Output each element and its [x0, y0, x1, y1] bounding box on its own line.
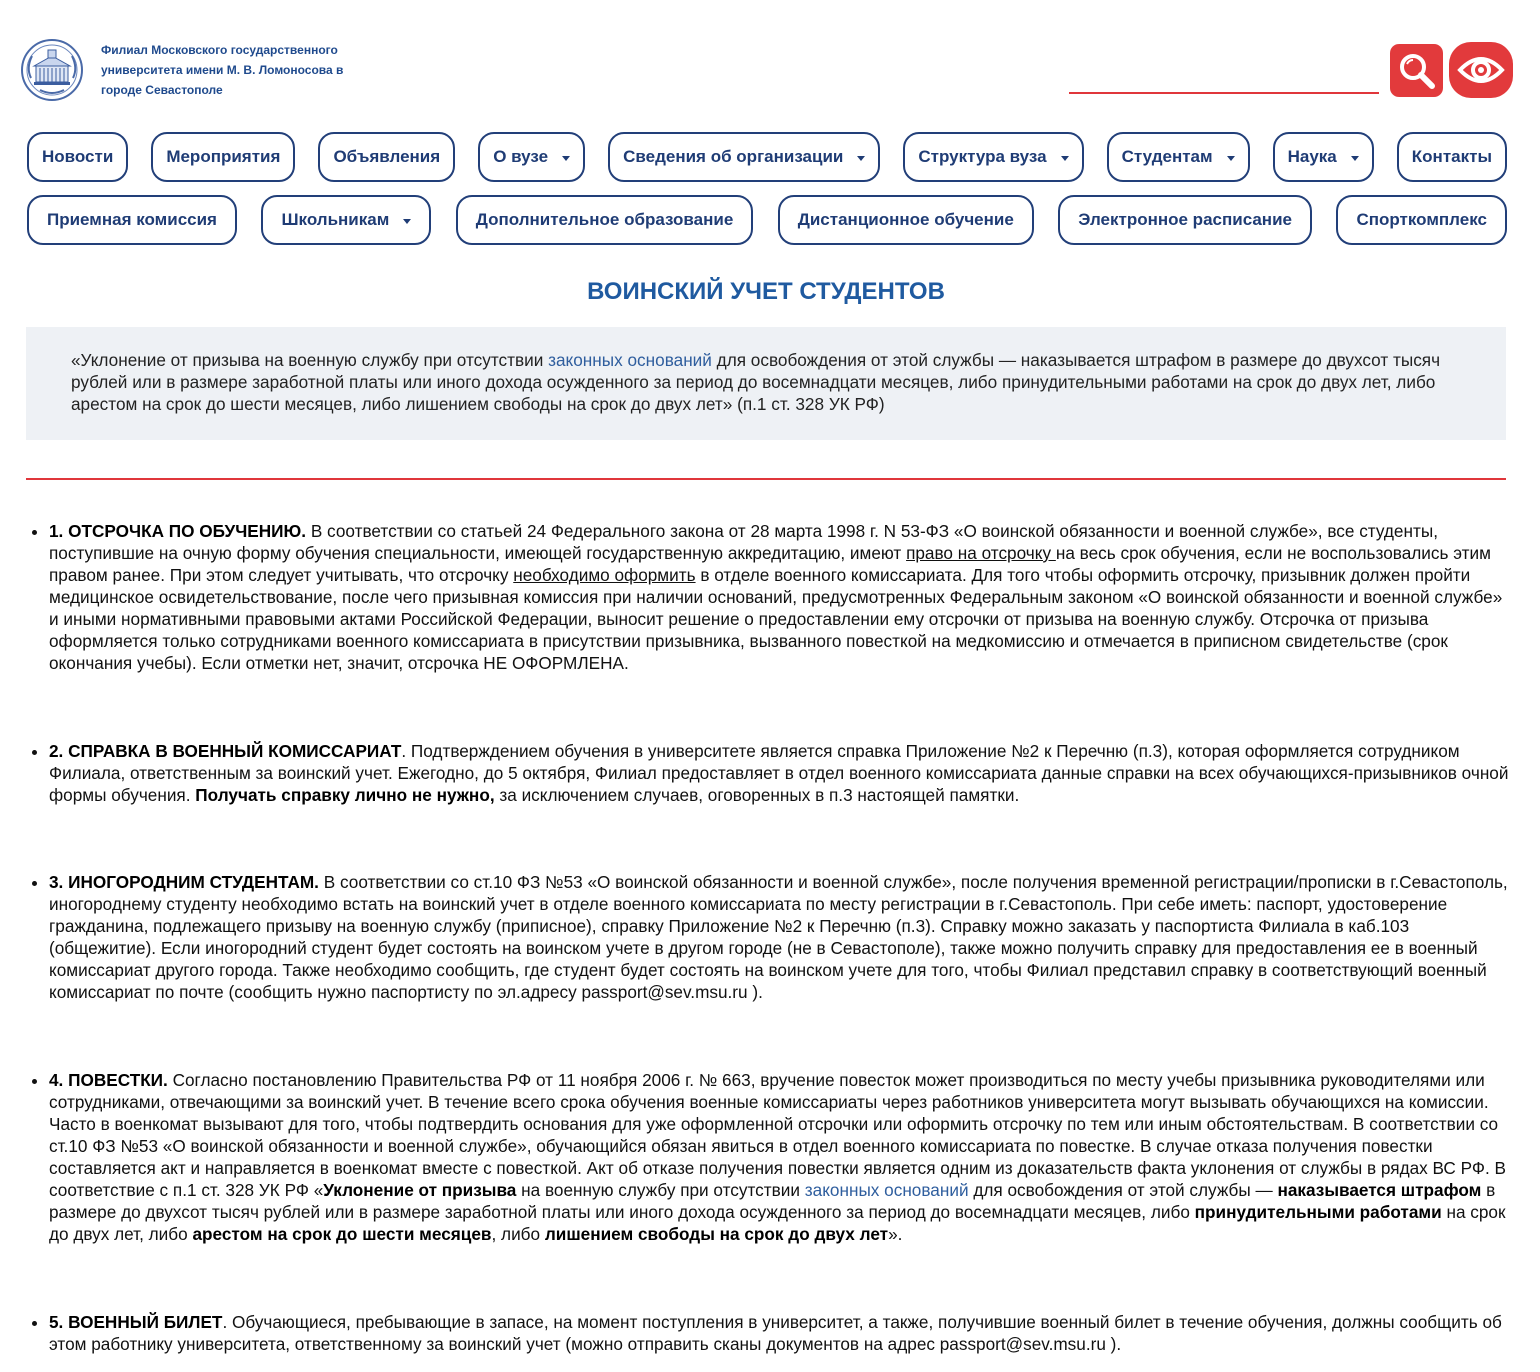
- page-title: ВОИНСКИЙ УЧЕТ СТУДЕНТОВ: [587, 278, 945, 305]
- main-nav-row-1: [27, 132, 1507, 182]
- nav-item-contacts[interactable]: [1397, 132, 1507, 182]
- nav-item-announcements[interactable]: [318, 132, 455, 182]
- nav-item-label: Студентам: [1121, 147, 1213, 166]
- caret-down-icon: [1227, 156, 1235, 161]
- search-button[interactable]: [1390, 44, 1443, 97]
- nav-item-structure[interactable]: [903, 132, 1083, 182]
- list-item: [49, 871, 1511, 1003]
- nav-item-label: Электронное расписание: [1078, 210, 1292, 229]
- red-divider: [26, 478, 1506, 480]
- search-icon: [1395, 49, 1439, 93]
- item-bold-text: наказывается штрафом: [1277, 1180, 1482, 1200]
- nav-item-label: Сведения об организации: [623, 147, 844, 166]
- nav-item-students[interactable]: [1107, 132, 1250, 182]
- item-text: . Подтверждением обучения в университете является справка Приложение №2 к Перечню (п.3), которая оформляется сотрудником Филиала, ответственным за воинский учет. Ежегодно, до 5 октября, Филиал предоставляет в отдел военного комиссариата данные справки на всех обучающихся-призывников очной формы обучения.: [49, 741, 1509, 805]
- caret-down-icon: [1351, 156, 1359, 161]
- main-nav-row-2: [27, 195, 1507, 245]
- accessibility-eye-button[interactable]: [1449, 42, 1513, 98]
- nav-item-admissions[interactable]: [27, 195, 237, 245]
- item-bold-text: Получать справку лично не нужно,: [195, 785, 495, 805]
- item-text: на весь срок обучения, если не воспользовались этим правом ранее. При этом следует учитывать, что отсрочку: [49, 543, 1491, 585]
- nav-item-events[interactable]: [151, 132, 295, 182]
- caret-down-icon: [857, 156, 865, 161]
- caret-down-icon: [562, 156, 570, 161]
- item-title: 1. ОТСРОЧКА ПО ОБУЧЕНИЮ.: [49, 521, 307, 541]
- caret-down-icon: [403, 219, 411, 224]
- item-text: для освобождения от этой службы —: [968, 1180, 1278, 1200]
- list-item: [49, 1069, 1511, 1245]
- item-bold-text: арестом на срок до шести месяцев: [192, 1224, 492, 1244]
- item-text: Согласно постановлению Правительства РФ от 11 ноября 2006 г. № 663, вручение повесток может производиться по месту учебы призывника руководителями или сотрудниками, отвечающими за воинский учет. В течение всего срока обучения военные комиссариаты через работников университета могут вызывать обучающихся на комиссии. Часто в военкомат вызывают для того, чтобы подтвердить основания для уже оформленной отсрочки или оформить отсрочку по тем или иным обстоятельствам. В соответствии со ст.10 ФЗ №53 «О воинской обязанности и военной службе», обучающийся обязан явиться в отдел военного комиссариата по повестке. В случае отказа получения повестки составляется акт и направляется в военкомат вместе с повесткой. Акт об отказе получения повестки является одним из доказательств факта уклонения от службы в рядах ВС РФ. В соответствие с п.1 ст. 328 УК РФ «: [49, 1070, 1506, 1200]
- university-emblem-icon[interactable]: [20, 38, 84, 102]
- org-name-line: Филиал Московского государственного: [101, 43, 338, 57]
- item-bold-text: Уклонение от призыва: [323, 1180, 517, 1200]
- nav-item-label: Новости: [42, 147, 114, 166]
- item-bold-text: принудительными работами: [1194, 1202, 1442, 1222]
- nav-item-distance-learning[interactable]: [778, 195, 1034, 245]
- legal-grounds-link[interactable]: законных оснований: [804, 1180, 969, 1200]
- list-item: [49, 520, 1511, 674]
- nav-item-label: Школьникам: [281, 210, 390, 229]
- nav-item-label: О вузе: [493, 147, 549, 166]
- quote-text: «Уклонение от призыва на военную службу при отсутствии: [71, 350, 549, 370]
- item-text: . Обучающиеся, пребывающие в запасе, на момент поступления в университет, а также, получившие военный билет в течение обучения, должны сообщить об этом работнику университета, ответственному за воинский учет (можно отправить сканы документов на адрес passport@sev.msu.ru ).: [49, 1312, 1502, 1354]
- item-title: 3. ИНОГОРОДНИМ СТУДЕНТАМ.: [49, 872, 319, 892]
- nav-item-label: Дистанционное обучение: [797, 210, 1014, 229]
- nav-item-label: Наука: [1287, 147, 1337, 166]
- content-list: [49, 520, 1511, 1355]
- nav-item-label: Контакты: [1411, 147, 1492, 166]
- nav-item-label: Приемная комиссия: [47, 210, 217, 229]
- nav-item-label: Мероприятия: [166, 147, 281, 166]
- site-header: [0, 0, 1540, 120]
- item-text: в отделе военного комиссариата. Для того чтобы оформить отсрочку, призывник должен пройти медицинское освидетельствование, после чего призывная комиссия при наличии оснований, предусмотренных Федеральным законом «О воинской обязанности и военной службе» и иными нормативными правовыми актами Российской Федерации, выносит решение о предоставлении ему отсрочки от призыва на военную службу. Отсрочка от призыва оформляется только сотрудниками военного комиссариата в присутствии призывника, вызванного повесткой на медкомиссию и отмечается в приписном свидетельстве (срок окончания учебы). Если отметки нет, значит, отсрочка НЕ ОФОРМЛЕНА.: [49, 565, 1503, 673]
- nav-item-news[interactable]: [27, 132, 128, 182]
- item-text: на военную службу при отсутствии: [516, 1180, 805, 1200]
- nav-item-label: Спорткомплекс: [1356, 210, 1487, 229]
- organization-name[interactable]: [101, 40, 371, 100]
- item-title: 5. ВОЕННЫЙ БИЛЕТ: [49, 1312, 223, 1332]
- nav-item-label: Дополнительное образование: [475, 210, 734, 229]
- item-title: 4. ПОВЕСТКИ.: [49, 1070, 168, 1090]
- item-text: на срок до двух лет, либо: [49, 1202, 1506, 1244]
- item-title: 2. СПРАВКА В ВОЕННЫЙ КОМИССАРИАТ: [49, 741, 402, 761]
- nav-item-additional-education[interactable]: [456, 195, 754, 245]
- deferral-right-link[interactable]: право на отсрочку: [906, 543, 1056, 563]
- item-text: ».: [888, 1224, 903, 1244]
- law-quote-box: [26, 327, 1506, 440]
- caret-down-icon: [1061, 156, 1069, 161]
- nav-item-schedule[interactable]: [1058, 195, 1312, 245]
- nav-item-sports-complex[interactable]: [1336, 195, 1506, 245]
- quote-text: для освобождения от этой службы — наказывается штрафом в размере до двухсот тысяч рублей или в размере заработной платы или иного дохода осужденного за период до восемнадцати месяцев, либо принудительными работами на срок до двух лет, либо арестом на срок до шести месяцев, либо лишением свободы на срок до двух лет» (п.1 ст. 328 УК РФ): [71, 350, 1441, 414]
- search-input[interactable]: [1069, 66, 1379, 94]
- nav-item-schoolchildren[interactable]: [261, 195, 431, 245]
- list-item: [49, 1311, 1511, 1355]
- item-text: за исключением случаев, оговоренных в п.3 настоящей памятки.: [494, 785, 1020, 805]
- must-register-link[interactable]: необходимо оформить: [513, 565, 696, 585]
- nav-item-science[interactable]: [1273, 132, 1374, 182]
- org-name-line: университета имени М. В. Ломоносова в: [101, 63, 344, 77]
- nav-item-label: Структура вуза: [918, 147, 1047, 166]
- item-text: В соответствии со ст.10 ФЗ №53 «О воинской обязанности и военной службе», после получения временной регистрации/прописки в г.Севастополь, иногороднему студенту необходимо встать на воинский учет в отделе военного комиссариата по месту регистрации в г.Севастополь. При себе иметь: паспорт, удостоверение гражданина, подлежащего призыву на военную службу (приписное), справку Приложение №2 к Перечню (п.3). Справку можно заказать у паспортиста Филиала в каб.103 (общежитие). Если иногородний студент будет состоять на воинском учете в другом городе (не в Севастополе), также можно получить справку для предоставления ее в военный комиссариат другого города. Также необходимо сообщить, где студент будет состоять на воинском учете для того, чтобы Филиал представил справку в соответствующий военный комиссариат по почте (сообщить нужно паспортисту по эл.адресу passport@sev.msu.ru ).: [49, 872, 1508, 1002]
- eye-icon: [1457, 52, 1505, 88]
- list-item: [49, 740, 1511, 806]
- item-text: в размере до двухсот тысяч рублей или в размере заработной платы или иного дохода осужденного за период до восемнадцати месяцев, либо: [49, 1180, 1496, 1222]
- item-bold-text: лишением свободы на срок до двух лет: [544, 1224, 889, 1244]
- nav-item-organization-info[interactable]: [608, 132, 880, 182]
- nav-item-about[interactable]: [478, 132, 585, 182]
- org-name-line: городе Севастополе: [101, 83, 223, 97]
- item-text: В соответствии со статьей 24 Федерального закона от 28 марта 1998 г. N 53-ФЗ «О воинской обязанности и военной службе», все студенты, поступившие на очную форму обучения специальности, имеющей государственную аккредитацию, имеют: [49, 521, 1438, 563]
- nav-item-label: Объявления: [333, 147, 441, 166]
- item-text: , либо: [491, 1224, 545, 1244]
- legal-grounds-link[interactable]: законных оснований: [548, 350, 712, 370]
